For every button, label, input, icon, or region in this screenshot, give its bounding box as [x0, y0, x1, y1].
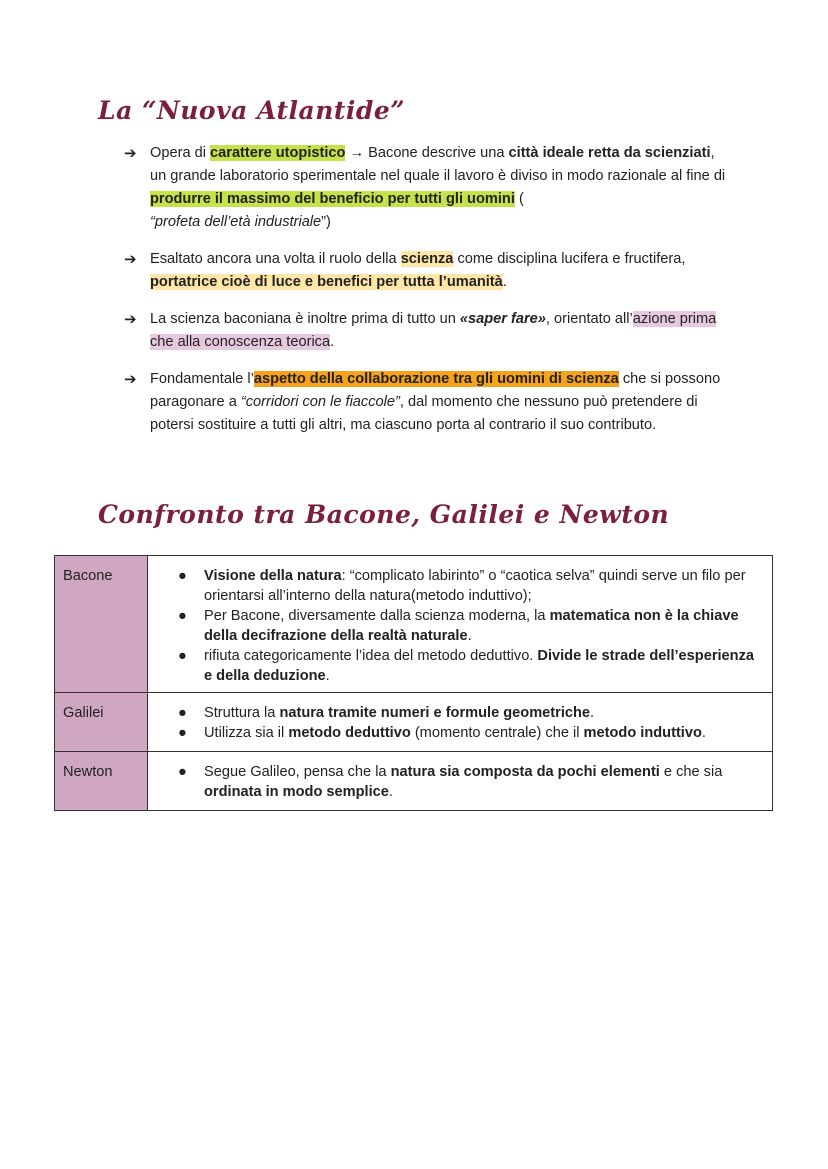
text: , un grande laboratorio sperimentale nel quale il lavoro è diviso in modo razionale al fine di — [150, 145, 726, 184]
table-row — [55, 556, 773, 693]
list-item: ● Utilizza sia il metodo deduttivo (momento centrale) che il metodo induttivo. — [178, 725, 706, 741]
bullet-dot-icon: ● — [178, 725, 187, 741]
row-label: Galilei — [55, 693, 148, 752]
arrow-right-icon: ➔ — [124, 251, 137, 268]
text: → Bacone descrive una — [345, 145, 509, 161]
text: , dal momento che nessuno può pretendere di potersi sostituire a tutti gli altri, ma ciascuno porta al contrario il suo contributo. — [150, 394, 698, 433]
bullet-dot-icon: ● — [178, 705, 187, 721]
section-title-nuova-atlantide: La “Nuova Atlantide” — [98, 96, 406, 125]
bullet-dot-icon: ● — [178, 568, 187, 584]
bullet-item — [120, 368, 730, 437]
comparison-table — [54, 555, 773, 811]
text: La scienza baconiana è inoltre prima di tutto un — [150, 311, 460, 327]
row-content — [148, 752, 773, 811]
text: . — [502, 274, 507, 290]
list-item: ● rifiuta categoricamente l’idea del metodo deduttivo. Divide le strade dell’esperienza e della deduzione. — [178, 648, 754, 684]
text: Opera di — [150, 145, 211, 161]
bullet-item — [120, 142, 730, 234]
list-item: ● Struttura la natura tramite numeri e formule geometriche. — [178, 705, 595, 721]
italic-text: “corridori con le fiaccole” — [240, 394, 400, 410]
text: . — [330, 334, 335, 350]
bullet-dot-icon: ● — [178, 764, 187, 780]
arrow-right-icon: ➔ — [124, 311, 137, 328]
highlight: aspetto della collaborazione tra gli uomini di scienza — [253, 371, 619, 387]
row-label: Bacone — [55, 556, 148, 693]
bullet-item — [120, 308, 730, 354]
bullet-list — [120, 142, 730, 451]
highlight: carattere utopistico — [210, 145, 346, 161]
table-row — [55, 693, 773, 752]
arrow-right-icon: ➔ — [124, 371, 137, 388]
text: Fondamentale l’ — [150, 371, 254, 387]
highlight: produrre il massimo del beneficio per tutti gli uomini — [150, 191, 515, 207]
list-item: ● Per Bacone, diversamente dalla scienza moderna, la matematica non è la chiave della decifrazione della realtà naturale. — [178, 608, 739, 644]
text: come disciplina lucifera e fructifera, — [453, 251, 686, 267]
highlight: scienza — [400, 251, 454, 267]
highlight: portatrice cioè di luce e benefici per tutta l’umanità — [150, 274, 503, 290]
list-item: ● Visione della natura: “complicato labirinto” o “caotica selva” quindi serve un filo per orientarsi all’interno della natura(metodo induttivo); — [178, 568, 746, 604]
list-item: ● Segue Galileo, pensa che la natura sia composta da pochi elementi e che sia ordinata in modo semplice. — [178, 764, 723, 800]
arrow-right-icon: ➔ — [124, 145, 137, 162]
text: Esaltato ancora una volta il ruolo della — [150, 251, 401, 267]
text: ( — [514, 191, 524, 207]
row-content — [148, 693, 773, 752]
italic-text: “profeta dell’età industriale — [150, 214, 322, 230]
row-label: Newton — [55, 752, 148, 811]
bullet-dot-icon: ● — [178, 648, 187, 664]
text: che si possono paragonare a — [150, 371, 721, 410]
text: , orientato all’ — [545, 311, 633, 327]
bold-text: città ideale retta da scienziati — [508, 145, 711, 161]
section-title-confronto: Confronto tra Bacone, Galilei e Newton — [98, 500, 670, 529]
text: ”) — [321, 214, 331, 230]
table-row — [55, 752, 773, 811]
bullet-dot-icon: ● — [178, 608, 187, 624]
bold-italic-text: «saper fare» — [459, 311, 546, 327]
row-content — [148, 556, 773, 693]
highlight: azione prima che alla conoscenza teorica — [150, 311, 717, 350]
bullet-item — [120, 248, 730, 294]
